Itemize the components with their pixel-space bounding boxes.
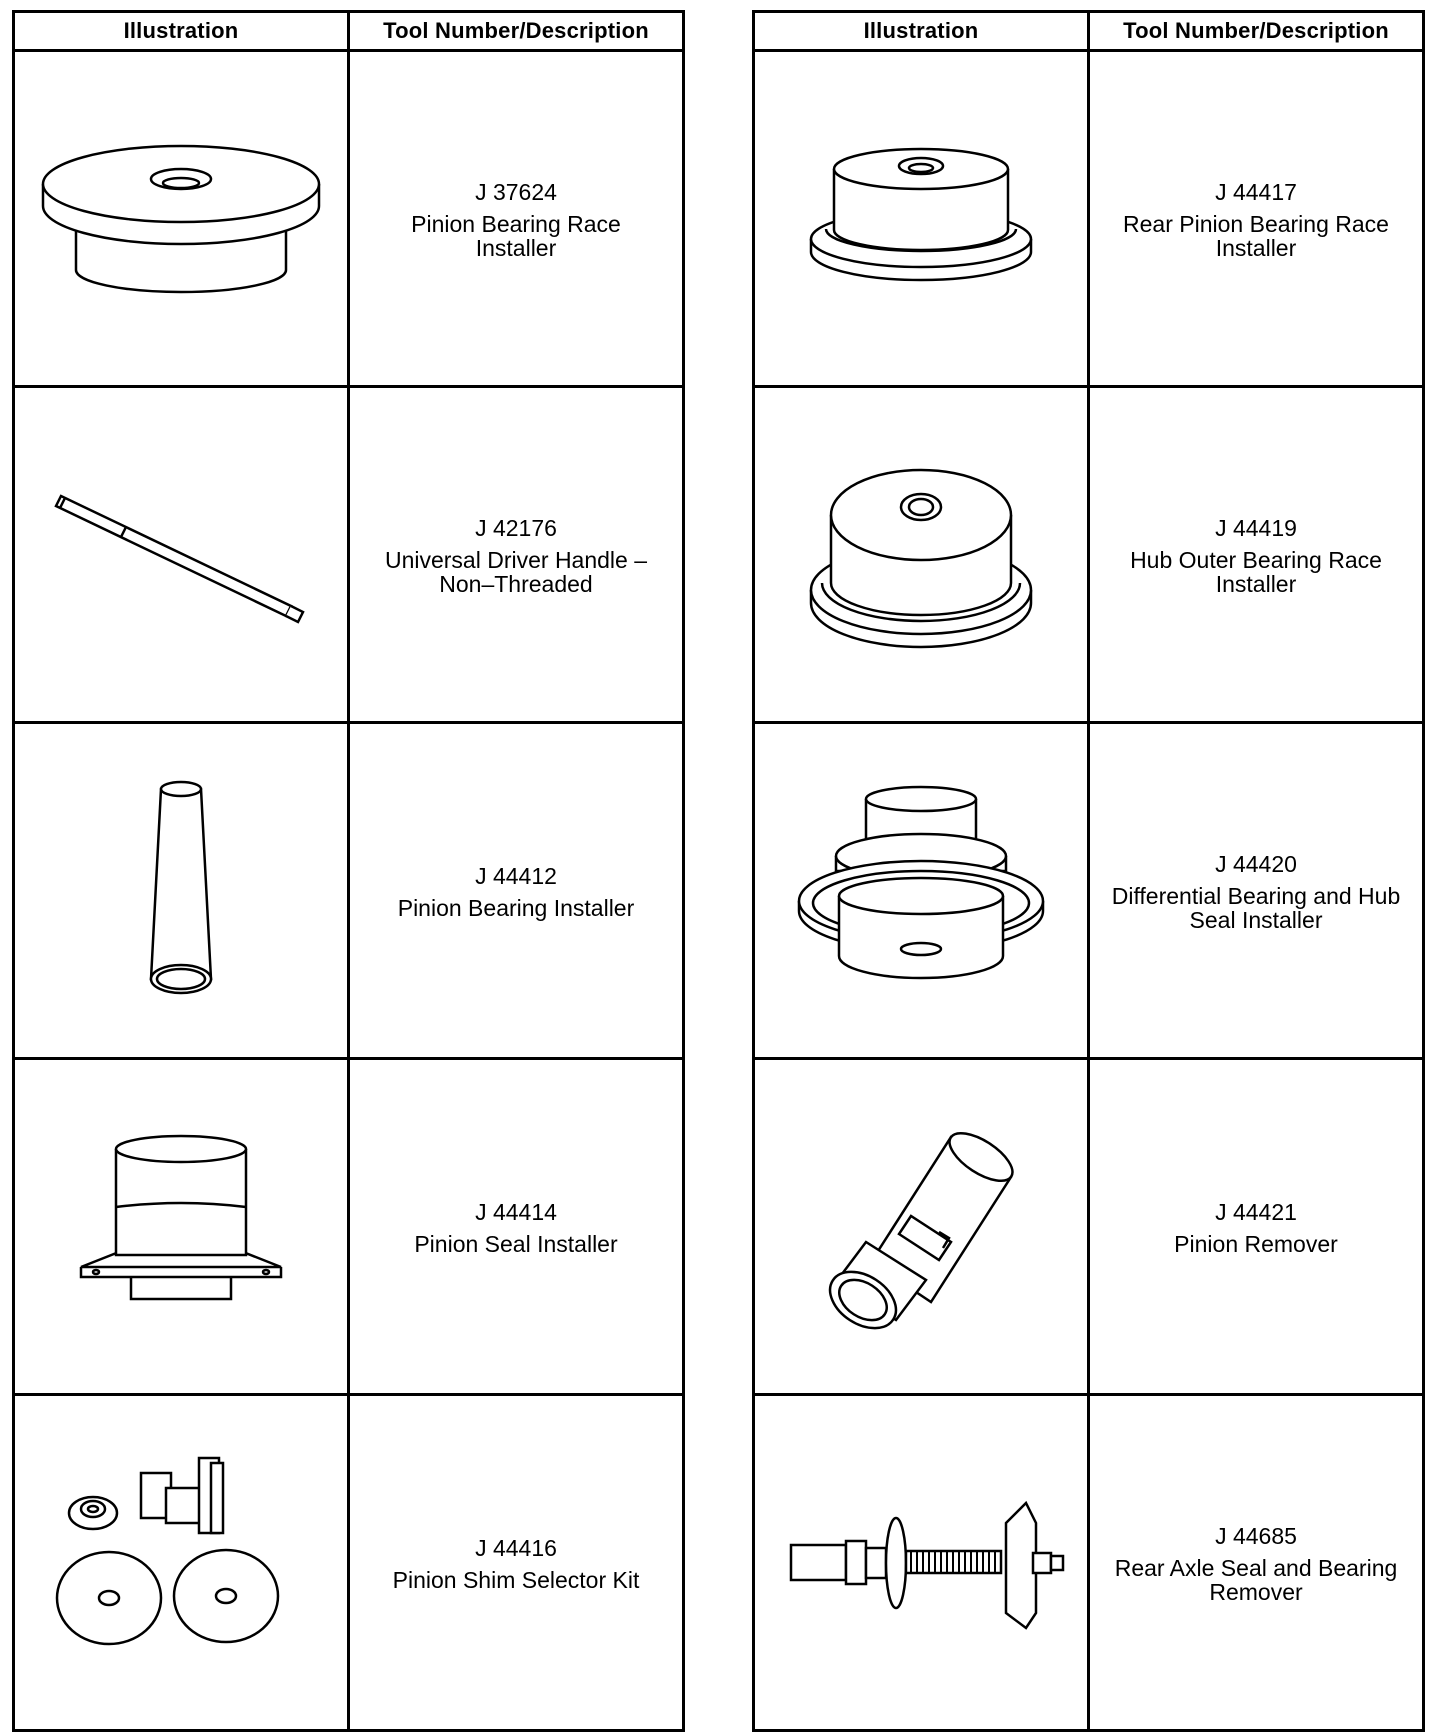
seal-installer-icon <box>71 1127 291 1327</box>
tool-description-cell <box>1089 723 1424 1059</box>
bearing-installer-tube-icon <box>111 771 251 1011</box>
header-tool-description: Tool Number/Description <box>1089 12 1424 51</box>
differential-seal-installer-icon <box>791 781 1051 1001</box>
tool-description-cell <box>1089 1395 1424 1731</box>
header-tool-description: Tool Number/Description <box>349 12 684 51</box>
shim-selector-kit-icon <box>31 1438 331 1688</box>
tool-number: J 37624 <box>475 178 557 205</box>
tool-number: J 44420 <box>1215 850 1297 877</box>
tool-table-right <box>752 10 1425 1732</box>
tool-description: Rear Pinion Bearing Race Installer <box>1123 210 1389 261</box>
race-installer-icon <box>31 134 331 304</box>
tool-description: Differential Bearing and Hub Seal Installer <box>1111 882 1401 933</box>
tool-description: Pinion Bearing Installer <box>397 894 635 921</box>
tool-number: J 44414 <box>475 1198 557 1225</box>
illustration-cell <box>754 1395 1089 1731</box>
table-row <box>754 387 1424 723</box>
illustration-cell <box>754 723 1089 1059</box>
tool-description-cell <box>1089 1059 1424 1395</box>
tool-number: J 44417 <box>1215 178 1297 205</box>
tool-description: Pinion Seal Installer <box>414 1230 618 1257</box>
tool-description: Hub Outer Bearing Race Installer <box>1130 546 1382 597</box>
illustration-cell <box>754 1059 1089 1395</box>
rear-race-installer-icon <box>806 134 1036 304</box>
table-row <box>754 723 1424 1059</box>
table-row <box>14 1395 684 1731</box>
tool-number: J 44421 <box>1215 1198 1297 1225</box>
tool-table-left <box>12 10 685 1732</box>
tool-number: J 44685 <box>1215 1522 1297 1549</box>
pinion-remover-icon <box>811 1122 1031 1332</box>
illustration-cell <box>14 1059 349 1395</box>
hub-race-installer-icon <box>806 455 1036 655</box>
tool-number: J 42176 <box>475 514 557 541</box>
table-row <box>14 1059 684 1395</box>
tool-description-cell <box>349 387 684 723</box>
illustration-cell <box>14 51 349 387</box>
tool-description: Pinion Bearing Race Installer <box>411 210 621 261</box>
tool-description: Universal Driver Handle – Non–Threaded <box>384 546 648 597</box>
tool-description-cell <box>349 1395 684 1731</box>
table-row <box>754 51 1424 387</box>
tool-number: J 44419 <box>1215 514 1297 541</box>
table-row <box>14 387 684 723</box>
tool-description-cell <box>349 723 684 1059</box>
tool-description-cell <box>1089 387 1424 723</box>
driver-handle-icon <box>41 480 321 630</box>
tool-description: Pinion Remover <box>1174 1230 1338 1257</box>
table-row <box>754 1395 1424 1731</box>
tool-description-cell <box>349 51 684 387</box>
illustration-cell <box>14 387 349 723</box>
axle-seal-remover-icon <box>771 1463 1071 1663</box>
illustration-cell <box>754 51 1089 387</box>
tool-number: J 44416 <box>475 1534 557 1561</box>
tool-description: Pinion Shim Selector Kit <box>392 1566 640 1593</box>
table-row <box>14 51 684 387</box>
table-row <box>754 1059 1424 1395</box>
illustration-cell <box>754 387 1089 723</box>
tool-description-cell <box>349 1059 684 1395</box>
header-illustration: Illustration <box>14 12 349 51</box>
header-illustration: Illustration <box>754 12 1089 51</box>
illustration-cell <box>14 1395 349 1731</box>
illustration-cell <box>14 723 349 1059</box>
table-row <box>14 723 684 1059</box>
tool-description: Rear Axle Seal and Bearing Remover <box>1114 1554 1398 1605</box>
tool-number: J 44412 <box>475 862 557 889</box>
tool-description-cell <box>1089 51 1424 387</box>
